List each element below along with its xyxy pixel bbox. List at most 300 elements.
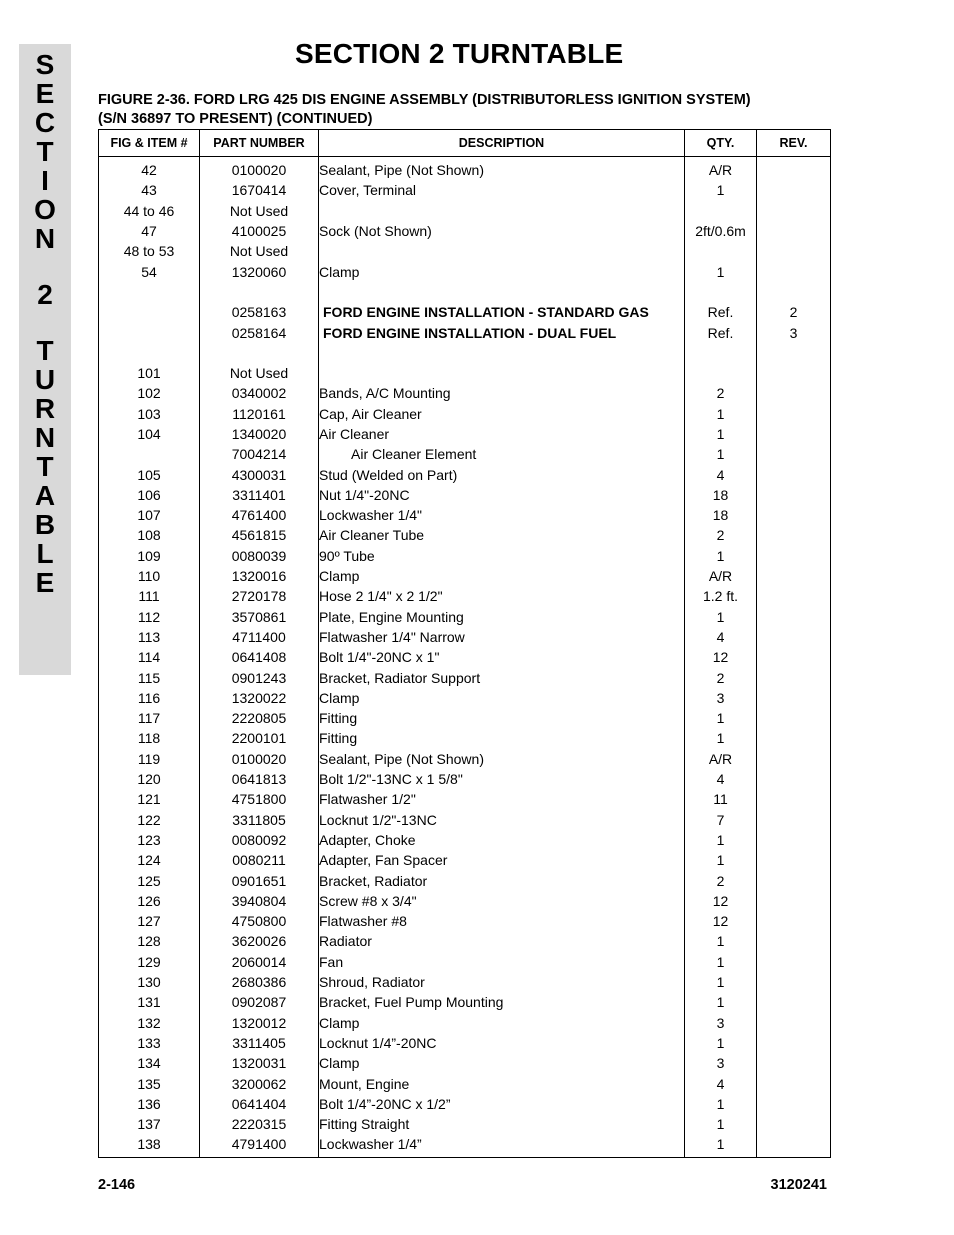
rev-cell bbox=[757, 157, 831, 181]
table-row bbox=[99, 667, 831, 687]
table-row bbox=[99, 302, 831, 322]
document-number: 3120241 bbox=[770, 1177, 827, 1193]
side-tab-letter: B bbox=[34, 509, 56, 540]
part-number-cell: 4761400 bbox=[200, 505, 319, 525]
side-tab-letter: 2 bbox=[37, 279, 53, 310]
qty-cell: 2ft/0.6m bbox=[685, 221, 757, 241]
qty-cell: 4 bbox=[685, 627, 757, 647]
part-number-cell: 4561815 bbox=[200, 525, 319, 545]
side-tab-letter: I bbox=[41, 165, 49, 196]
side-tab-letter: T bbox=[36, 451, 54, 482]
qty-cell: 1 bbox=[685, 830, 757, 850]
rev-cell bbox=[757, 282, 831, 302]
description-cell: Bracket, Radiator bbox=[319, 870, 685, 890]
fig-item-cell: 135 bbox=[99, 1073, 200, 1093]
rev-cell bbox=[757, 363, 831, 383]
table-row bbox=[99, 363, 831, 383]
part-number-cell: 3570861 bbox=[200, 607, 319, 627]
fig-item-cell: 48 to 53 bbox=[99, 241, 200, 261]
description-cell: FORD ENGINE INSTALLATION - DUAL FUEL bbox=[319, 322, 685, 342]
rev-cell bbox=[757, 647, 831, 667]
description-cell: Clamp bbox=[319, 1053, 685, 1073]
rev-cell bbox=[757, 180, 831, 200]
description-cell: Air Cleaner Tube bbox=[319, 525, 685, 545]
description-cell bbox=[319, 282, 685, 302]
header-fig-item: FIG & ITEM # bbox=[99, 130, 200, 157]
table-row bbox=[99, 810, 831, 830]
description-cell: Adapter, Fan Spacer bbox=[319, 850, 685, 870]
qty-cell: 1 bbox=[685, 728, 757, 748]
rev-cell bbox=[757, 830, 831, 850]
fig-item-cell bbox=[99, 343, 200, 363]
fig-item-cell: 125 bbox=[99, 870, 200, 890]
table-row bbox=[99, 201, 831, 221]
parts-table-body bbox=[99, 157, 831, 1158]
fig-item-cell: 107 bbox=[99, 505, 200, 525]
fig-item-cell: 137 bbox=[99, 1114, 200, 1134]
part-number-cell: Not Used bbox=[200, 363, 319, 383]
rev-cell bbox=[757, 586, 831, 606]
rev-cell bbox=[757, 749, 831, 769]
part-number-cell: 0100020 bbox=[200, 157, 319, 181]
table-row bbox=[99, 404, 831, 424]
table-row bbox=[99, 992, 831, 1012]
description-cell: Plate, Engine Mounting bbox=[319, 607, 685, 627]
qty-cell: 1 bbox=[685, 1094, 757, 1114]
rev-cell bbox=[757, 485, 831, 505]
part-number-cell: 0080039 bbox=[200, 546, 319, 566]
qty-cell: 1 bbox=[685, 444, 757, 464]
side-tab-letter: R bbox=[34, 393, 56, 424]
fig-item-cell: 120 bbox=[99, 769, 200, 789]
description-cell: Locknut 1/2"-13NC bbox=[319, 810, 685, 830]
rev-cell bbox=[757, 728, 831, 748]
qty-cell: 1 bbox=[685, 708, 757, 728]
side-tab-letter: T bbox=[36, 335, 54, 366]
description-cell bbox=[319, 201, 685, 221]
qty-cell: 1 bbox=[685, 1134, 757, 1157]
fig-item-cell: 117 bbox=[99, 708, 200, 728]
description-cell: Adapter, Choke bbox=[319, 830, 685, 850]
table-row bbox=[99, 221, 831, 241]
table-row bbox=[99, 789, 831, 809]
rev-cell bbox=[757, 464, 831, 484]
table-row bbox=[99, 241, 831, 261]
part-number-cell: 7004214 bbox=[200, 444, 319, 464]
description-cell: Bracket, Radiator Support bbox=[319, 667, 685, 687]
table-row bbox=[99, 180, 831, 200]
table-row bbox=[99, 261, 831, 281]
rev-cell bbox=[757, 404, 831, 424]
description-cell: Locknut 1/4”-20NC bbox=[319, 1033, 685, 1053]
fig-item-cell: 44 to 46 bbox=[99, 201, 200, 221]
fig-item-cell: 116 bbox=[99, 688, 200, 708]
table-row bbox=[99, 688, 831, 708]
qty-cell: Ref. bbox=[685, 322, 757, 342]
table-row bbox=[99, 282, 831, 302]
side-tab-letter: T bbox=[36, 136, 54, 167]
rev-cell bbox=[757, 546, 831, 566]
table-row bbox=[99, 322, 831, 342]
fig-item-cell: 124 bbox=[99, 850, 200, 870]
rev-cell bbox=[757, 261, 831, 281]
table-row bbox=[99, 769, 831, 789]
fig-item-cell: 133 bbox=[99, 1033, 200, 1053]
part-number-cell: 4100025 bbox=[200, 221, 319, 241]
description-cell: Screw #8 x 3/4" bbox=[319, 891, 685, 911]
rev-cell bbox=[757, 607, 831, 627]
qty-cell: 12 bbox=[685, 647, 757, 667]
part-number-cell: 3311405 bbox=[200, 1033, 319, 1053]
table-row bbox=[99, 566, 831, 586]
fig-item-cell: 122 bbox=[99, 810, 200, 830]
description-cell: Fan bbox=[319, 952, 685, 972]
fig-item-cell bbox=[99, 282, 200, 302]
side-tab-letter: C bbox=[34, 107, 56, 138]
part-number-cell: 4750800 bbox=[200, 911, 319, 931]
part-number-cell: 4751800 bbox=[200, 789, 319, 809]
fig-item-cell: 47 bbox=[99, 221, 200, 241]
rev-cell bbox=[757, 1012, 831, 1032]
qty-cell: 4 bbox=[685, 1073, 757, 1093]
description-cell: Flatwasher 1/4" Narrow bbox=[319, 627, 685, 647]
qty-cell: A/R bbox=[685, 566, 757, 586]
fig-item-cell: 106 bbox=[99, 485, 200, 505]
fig-item-cell: 132 bbox=[99, 1012, 200, 1032]
fig-item-cell: 110 bbox=[99, 566, 200, 586]
description-cell: Bands, A/C Mounting bbox=[319, 383, 685, 403]
table-row bbox=[99, 546, 831, 566]
table-row bbox=[99, 157, 831, 181]
rev-cell bbox=[757, 870, 831, 890]
qty-cell: 1 bbox=[685, 424, 757, 444]
qty-cell: 4 bbox=[685, 464, 757, 484]
fig-item-cell: 134 bbox=[99, 1053, 200, 1073]
qty-cell: A/R bbox=[685, 157, 757, 181]
description-cell: Clamp bbox=[319, 1012, 685, 1032]
table-row bbox=[99, 708, 831, 728]
fig-item-cell: 138 bbox=[99, 1134, 200, 1157]
fig-item-cell: 128 bbox=[99, 931, 200, 951]
table-row bbox=[99, 343, 831, 363]
table-row bbox=[99, 1114, 831, 1134]
table-row bbox=[99, 647, 831, 667]
side-tab-letter: U bbox=[34, 364, 56, 395]
table-header-row bbox=[99, 130, 831, 157]
side-tab-letter: E bbox=[35, 567, 55, 598]
fig-item-cell bbox=[99, 444, 200, 464]
qty-cell: 1 bbox=[685, 1033, 757, 1053]
part-number-cell: 3311805 bbox=[200, 810, 319, 830]
description-cell: Cap, Air Cleaner bbox=[319, 404, 685, 424]
part-number-cell: 3620026 bbox=[200, 931, 319, 951]
table-row bbox=[99, 1094, 831, 1114]
rev-cell: 2 bbox=[757, 302, 831, 322]
part-number-cell: 0080211 bbox=[200, 850, 319, 870]
fig-item-cell: 112 bbox=[99, 607, 200, 627]
fig-item-cell: 127 bbox=[99, 911, 200, 931]
table-row bbox=[99, 931, 831, 951]
part-number-cell: 0080092 bbox=[200, 830, 319, 850]
part-number-cell: 2200101 bbox=[200, 728, 319, 748]
rev-cell bbox=[757, 1073, 831, 1093]
qty-cell: 7 bbox=[685, 810, 757, 830]
rev-cell bbox=[757, 911, 831, 931]
description-cell: Clamp bbox=[319, 261, 685, 281]
qty-cell bbox=[685, 282, 757, 302]
qty-cell: 11 bbox=[685, 789, 757, 809]
description-cell: Clamp bbox=[319, 688, 685, 708]
fig-item-cell: 42 bbox=[99, 157, 200, 181]
side-tab-letter: N bbox=[34, 422, 56, 453]
table-row bbox=[99, 586, 831, 606]
qty-cell: 3 bbox=[685, 688, 757, 708]
part-number-cell: 3200062 bbox=[200, 1073, 319, 1093]
rev-cell bbox=[757, 891, 831, 911]
table-row bbox=[99, 972, 831, 992]
description-cell: Flatwasher 1/2" bbox=[319, 789, 685, 809]
rev-cell bbox=[757, 424, 831, 444]
parts-table bbox=[98, 129, 831, 1158]
fig-item-cell: 105 bbox=[99, 464, 200, 484]
header-qty: QTY. bbox=[685, 130, 757, 157]
qty-cell: 1 bbox=[685, 952, 757, 972]
description-cell: Cover, Terminal bbox=[319, 180, 685, 200]
fig-item-cell: 130 bbox=[99, 972, 200, 992]
part-number-cell: 1320022 bbox=[200, 688, 319, 708]
table-row bbox=[99, 850, 831, 870]
rev-cell bbox=[757, 627, 831, 647]
rev-cell bbox=[757, 789, 831, 809]
rev-cell bbox=[757, 383, 831, 403]
part-number-cell: 1340020 bbox=[200, 424, 319, 444]
qty-cell: 1 bbox=[685, 607, 757, 627]
fig-item-cell: 126 bbox=[99, 891, 200, 911]
rev-cell bbox=[757, 1134, 831, 1157]
table-row bbox=[99, 383, 831, 403]
description-cell: Sock (Not Shown) bbox=[319, 221, 685, 241]
fig-item-cell: 119 bbox=[99, 749, 200, 769]
qty-cell: 1 bbox=[685, 1114, 757, 1134]
qty-cell: 4 bbox=[685, 769, 757, 789]
description-cell: Fitting Straight bbox=[319, 1114, 685, 1134]
part-number-cell: 2060014 bbox=[200, 952, 319, 972]
rev-cell bbox=[757, 221, 831, 241]
description-cell: Sealant, Pipe (Not Shown) bbox=[319, 749, 685, 769]
part-number-cell: 0901651 bbox=[200, 870, 319, 890]
description-cell: Shroud, Radiator bbox=[319, 972, 685, 992]
header-rev: REV. bbox=[757, 130, 831, 157]
side-tab-letter: A bbox=[34, 480, 56, 511]
table-row bbox=[99, 952, 831, 972]
description-cell bbox=[319, 343, 685, 363]
fig-item-cell: 115 bbox=[99, 667, 200, 687]
part-number-cell: 4711400 bbox=[200, 627, 319, 647]
description-cell bbox=[319, 363, 685, 383]
description-cell: Bolt 1/4"-20NC x 1" bbox=[319, 647, 685, 667]
table-row bbox=[99, 505, 831, 525]
header-description: DESCRIPTION bbox=[319, 130, 685, 157]
qty-cell: 1 bbox=[685, 404, 757, 424]
description-cell: Hose 2 1/4" x 2 1/2" bbox=[319, 586, 685, 606]
rev-cell bbox=[757, 1053, 831, 1073]
part-number-cell: 1670414 bbox=[200, 180, 319, 200]
table-row bbox=[99, 1033, 831, 1053]
header-part-number: PART NUMBER bbox=[200, 130, 319, 157]
qty-cell: 1 bbox=[685, 546, 757, 566]
rev-cell bbox=[757, 1114, 831, 1134]
qty-cell: 12 bbox=[685, 911, 757, 931]
description-cell: Air Cleaner Element bbox=[319, 444, 685, 464]
rev-cell bbox=[757, 1094, 831, 1114]
qty-cell: 1 bbox=[685, 261, 757, 281]
rev-cell bbox=[757, 992, 831, 1012]
table-row bbox=[99, 607, 831, 627]
part-number-cell bbox=[200, 343, 319, 363]
section-title: SECTION 2 TURNTABLE bbox=[295, 38, 624, 69]
part-number-cell: 1320016 bbox=[200, 566, 319, 586]
fig-item-cell: 54 bbox=[99, 261, 200, 281]
figure-title-line-2: (S/N 36897 TO PRESENT) (CONTINUED) bbox=[98, 111, 373, 127]
part-number-cell: 2680386 bbox=[200, 972, 319, 992]
description-cell: Bolt 1/4”-20NC x 1/2” bbox=[319, 1094, 685, 1114]
description-cell: Flatwasher #8 bbox=[319, 911, 685, 931]
part-number-cell: 1320012 bbox=[200, 1012, 319, 1032]
table-row bbox=[99, 749, 831, 769]
fig-item-cell: 108 bbox=[99, 525, 200, 545]
qty-cell: 3 bbox=[685, 1053, 757, 1073]
fig-item-cell: 101 bbox=[99, 363, 200, 383]
rev-cell bbox=[757, 688, 831, 708]
part-number-cell: 0902087 bbox=[200, 992, 319, 1012]
table-row bbox=[99, 870, 831, 890]
table-row bbox=[99, 627, 831, 647]
part-number-cell: 0258163 bbox=[200, 302, 319, 322]
fig-item-cell: 102 bbox=[99, 383, 200, 403]
description-cell: Lockwasher 1/4" bbox=[319, 505, 685, 525]
rev-cell bbox=[757, 505, 831, 525]
part-number-cell bbox=[200, 282, 319, 302]
fig-item-cell: 121 bbox=[99, 789, 200, 809]
table-row bbox=[99, 1053, 831, 1073]
section-side-tab bbox=[19, 44, 71, 675]
part-number-cell: 4300031 bbox=[200, 464, 319, 484]
fig-item-cell: 104 bbox=[99, 424, 200, 444]
qty-cell: 2 bbox=[685, 383, 757, 403]
qty-cell: 3 bbox=[685, 1012, 757, 1032]
table-row bbox=[99, 1134, 831, 1157]
qty-cell: 12 bbox=[685, 891, 757, 911]
qty-cell: 2 bbox=[685, 870, 757, 890]
fig-item-cell: 131 bbox=[99, 992, 200, 1012]
part-number-cell: 2220315 bbox=[200, 1114, 319, 1134]
table-row bbox=[99, 1073, 831, 1093]
qty-cell: 1 bbox=[685, 992, 757, 1012]
part-number-cell: 0641813 bbox=[200, 769, 319, 789]
table-row bbox=[99, 830, 831, 850]
qty-cell bbox=[685, 201, 757, 221]
part-number-cell: 0340002 bbox=[200, 383, 319, 403]
table-row bbox=[99, 485, 831, 505]
part-number-cell: Not Used bbox=[200, 241, 319, 261]
part-number-cell: 2720178 bbox=[200, 586, 319, 606]
table-row bbox=[99, 911, 831, 931]
description-cell: Air Cleaner bbox=[319, 424, 685, 444]
part-number-cell: 1320060 bbox=[200, 261, 319, 281]
qty-cell: 1 bbox=[685, 180, 757, 200]
qty-cell: 2 bbox=[685, 525, 757, 545]
part-number-cell: 0641408 bbox=[200, 647, 319, 667]
rev-cell bbox=[757, 525, 831, 545]
rev-cell bbox=[757, 810, 831, 830]
description-cell: Lockwasher 1/4” bbox=[319, 1134, 685, 1157]
fig-item-cell: 136 bbox=[99, 1094, 200, 1114]
table-row bbox=[99, 464, 831, 484]
side-tab-letter: O bbox=[34, 194, 56, 225]
fig-item-cell: 109 bbox=[99, 546, 200, 566]
fig-item-cell: 103 bbox=[99, 404, 200, 424]
table-row bbox=[99, 444, 831, 464]
rev-cell: 3 bbox=[757, 322, 831, 342]
qty-cell bbox=[685, 343, 757, 363]
side-tab-letter: E bbox=[35, 78, 55, 109]
description-cell: Mount, Engine bbox=[319, 1073, 685, 1093]
rev-cell bbox=[757, 708, 831, 728]
fig-item-cell: 123 bbox=[99, 830, 200, 850]
qty-cell: 1.2 ft. bbox=[685, 586, 757, 606]
fig-item-cell: 113 bbox=[99, 627, 200, 647]
description-cell: Bolt 1/2"-13NC x 1 5/8" bbox=[319, 769, 685, 789]
part-number-cell: 2220805 bbox=[200, 708, 319, 728]
description-cell bbox=[319, 241, 685, 261]
qty-cell: 1 bbox=[685, 931, 757, 951]
side-tab-letter: N bbox=[34, 223, 56, 254]
rev-cell bbox=[757, 952, 831, 972]
part-number-cell: 0901243 bbox=[200, 667, 319, 687]
rev-cell bbox=[757, 201, 831, 221]
qty-cell: 1 bbox=[685, 972, 757, 992]
part-number-cell: 0258164 bbox=[200, 322, 319, 342]
description-cell: Nut 1/4"-20NC bbox=[319, 485, 685, 505]
description-cell: Fitting bbox=[319, 728, 685, 748]
rev-cell bbox=[757, 241, 831, 261]
part-number-cell: Not Used bbox=[200, 201, 319, 221]
figure-title-line-1: FIGURE 2-36. FORD LRG 425 DIS ENGINE ASSEMBLY (DISTRIBUTORLESS IGNITION SYSTEM) bbox=[98, 92, 751, 108]
qty-cell bbox=[685, 363, 757, 383]
table-row bbox=[99, 424, 831, 444]
description-cell: Bracket, Fuel Pump Mounting bbox=[319, 992, 685, 1012]
fig-item-cell: 114 bbox=[99, 647, 200, 667]
part-number-cell: 0100020 bbox=[200, 749, 319, 769]
rev-cell bbox=[757, 1033, 831, 1053]
description-cell: Fitting bbox=[319, 708, 685, 728]
fig-item-cell: 111 bbox=[99, 586, 200, 606]
qty-cell bbox=[685, 241, 757, 261]
rev-cell bbox=[757, 972, 831, 992]
qty-cell: A/R bbox=[685, 749, 757, 769]
qty-cell: Ref. bbox=[685, 302, 757, 322]
fig-item-cell: 118 bbox=[99, 728, 200, 748]
description-cell: Sealant, Pipe (Not Shown) bbox=[319, 157, 685, 181]
figure-title bbox=[98, 91, 838, 129]
table-row bbox=[99, 1012, 831, 1032]
rev-cell bbox=[757, 850, 831, 870]
description-cell: Stud (Welded on Part) bbox=[319, 464, 685, 484]
table-row bbox=[99, 525, 831, 545]
part-number-cell: 3311401 bbox=[200, 485, 319, 505]
rev-cell bbox=[757, 343, 831, 363]
rev-cell bbox=[757, 667, 831, 687]
